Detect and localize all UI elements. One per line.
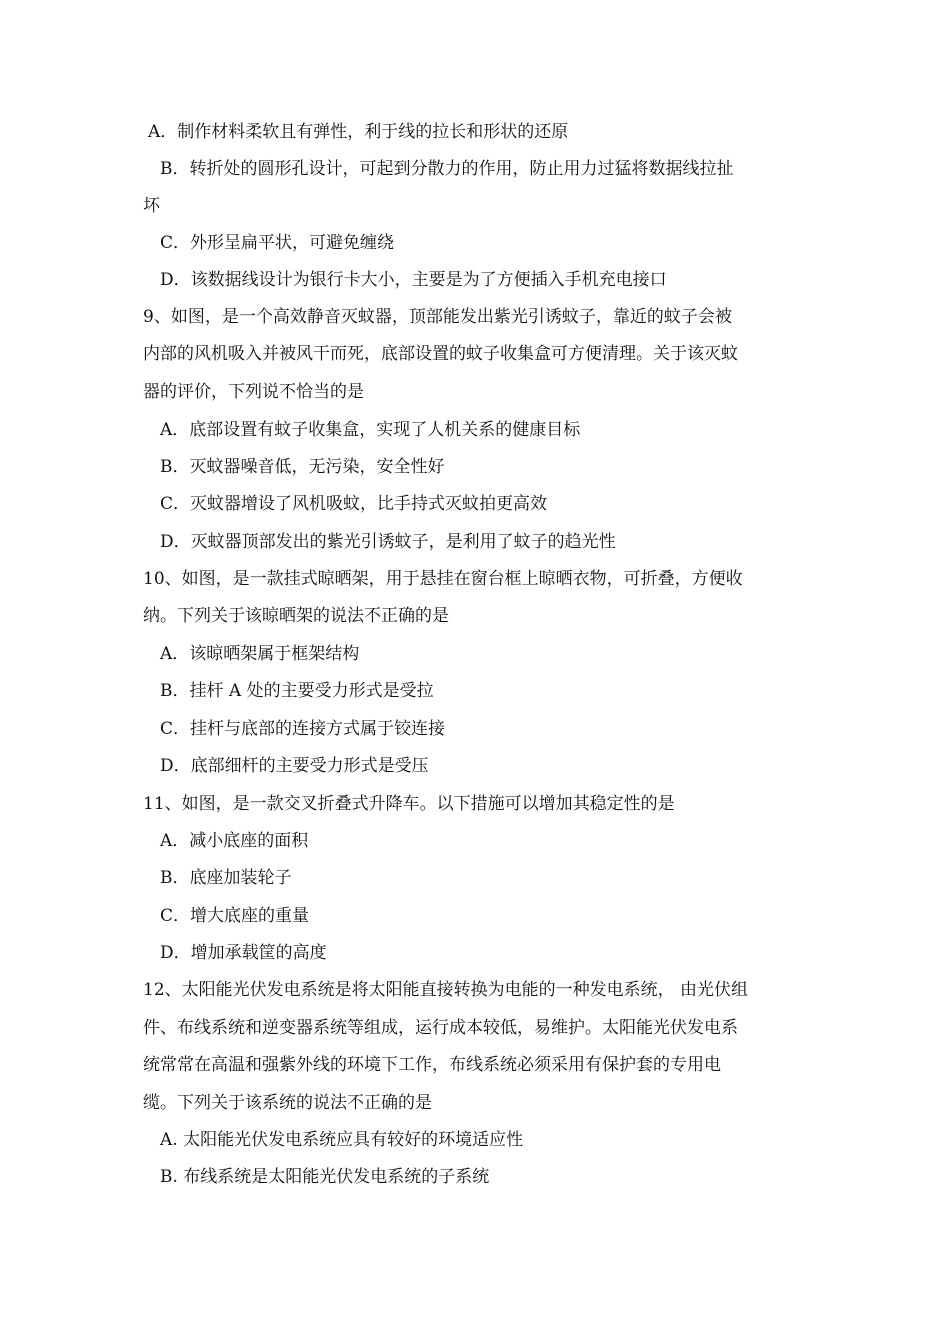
q12-stem-line-2: 件、布线系统和逆变器系统等组成，运行成本较低，易维护。太阳能光伏发电系 [143,1018,738,1038]
q10-option-c: C．挂杆与底部的连接方式属于铰连接 [160,719,446,739]
q8-option-a: A．制作材料柔软且有弹性，利于线的拉长和形状的还原 [148,122,569,142]
q9-stem-line-1: 9、如图，是一个高效静音灭蚊器，顶部能发出紫光引诱蚊子，靠近的蚊子会被 [143,307,732,327]
q10-stem-line-2: 纳。下列关于该晾晒架的说法不正确的是 [143,606,449,626]
q11-option-d: D．增加承载筐的高度 [160,943,327,963]
q9-stem-line-3: 器的评价，下列说不恰当的是 [143,382,364,402]
q11-option-a: A．减小底座的面积 [160,831,309,851]
q10-option-a: A．该晾晒架属于框架结构 [160,644,360,664]
q8-option-c: C．外形呈扁平状，可避免缠绕 [160,233,395,253]
q10-option-b: B．挂杆 A 处的主要受力形式是受拉 [160,681,434,701]
q10-stem-line-1: 10、如图，是一款挂式晾晒架，用于悬挂在窗台框上晾晒衣物，可折叠，方便收 [143,569,743,589]
q9-option-c: C．灭蚊器增设了风机吸蚊，比手持式灭蚊拍更高效 [160,494,548,514]
q8-option-b: B．转折处的圆形孔设计，可起到分散力的作用，防止用力过猛将数据线拉扯 [160,159,734,179]
q9-option-d: D．灭蚊器顶部发出的紫光引诱蚊子，是利用了蚊子的趋光性 [160,532,616,552]
q12-option-b: B. 布线系统是太阳能光伏发电系统的子系统 [160,1167,490,1187]
q12-option-a: A. 太阳能光伏发电系统应具有较好的环境适应性 [160,1130,524,1150]
q12-stem-line-3: 统常常在高温和强紫外线的环境下工作，布线系统必须采用有保护套的专用电 [143,1055,721,1075]
q9-stem-line-2: 内部的风机吸入并被风干而死，底部设置的蚊子收集盒可方便清理。关于该灭蚊 [143,344,738,364]
q11-option-b: B．底座加装轮子 [160,868,292,888]
q12-stem-line-1: 12、太阳能光伏发电系统是将太阳能直接转换为电能的一种发电系统， 由光伏组 [143,980,749,1000]
q9-option-a: A．底部设置有蚊子收集盒，实现了人机关系的健康目标 [160,420,581,440]
q11-stem-line-1: 11、如图，是一款交叉折叠式升降车。以下措施可以增加其稳定性的是 [143,794,675,814]
q11-option-c: C．增大底座的重量 [160,906,310,926]
q8-option-d: D．该数据线设计为银行卡大小，主要是为了方便插入手机充电接口 [160,270,667,290]
q10-option-d: D．底部细杆的主要受力形式是受压 [160,756,429,776]
q8-option-b-continuation: 坏 [143,196,160,216]
q12-stem-line-4: 缆。下列关于该系统的说法不正确的是 [143,1093,432,1113]
q9-option-b: B．灭蚊器噪音低，无污染，安全性好 [160,457,445,477]
